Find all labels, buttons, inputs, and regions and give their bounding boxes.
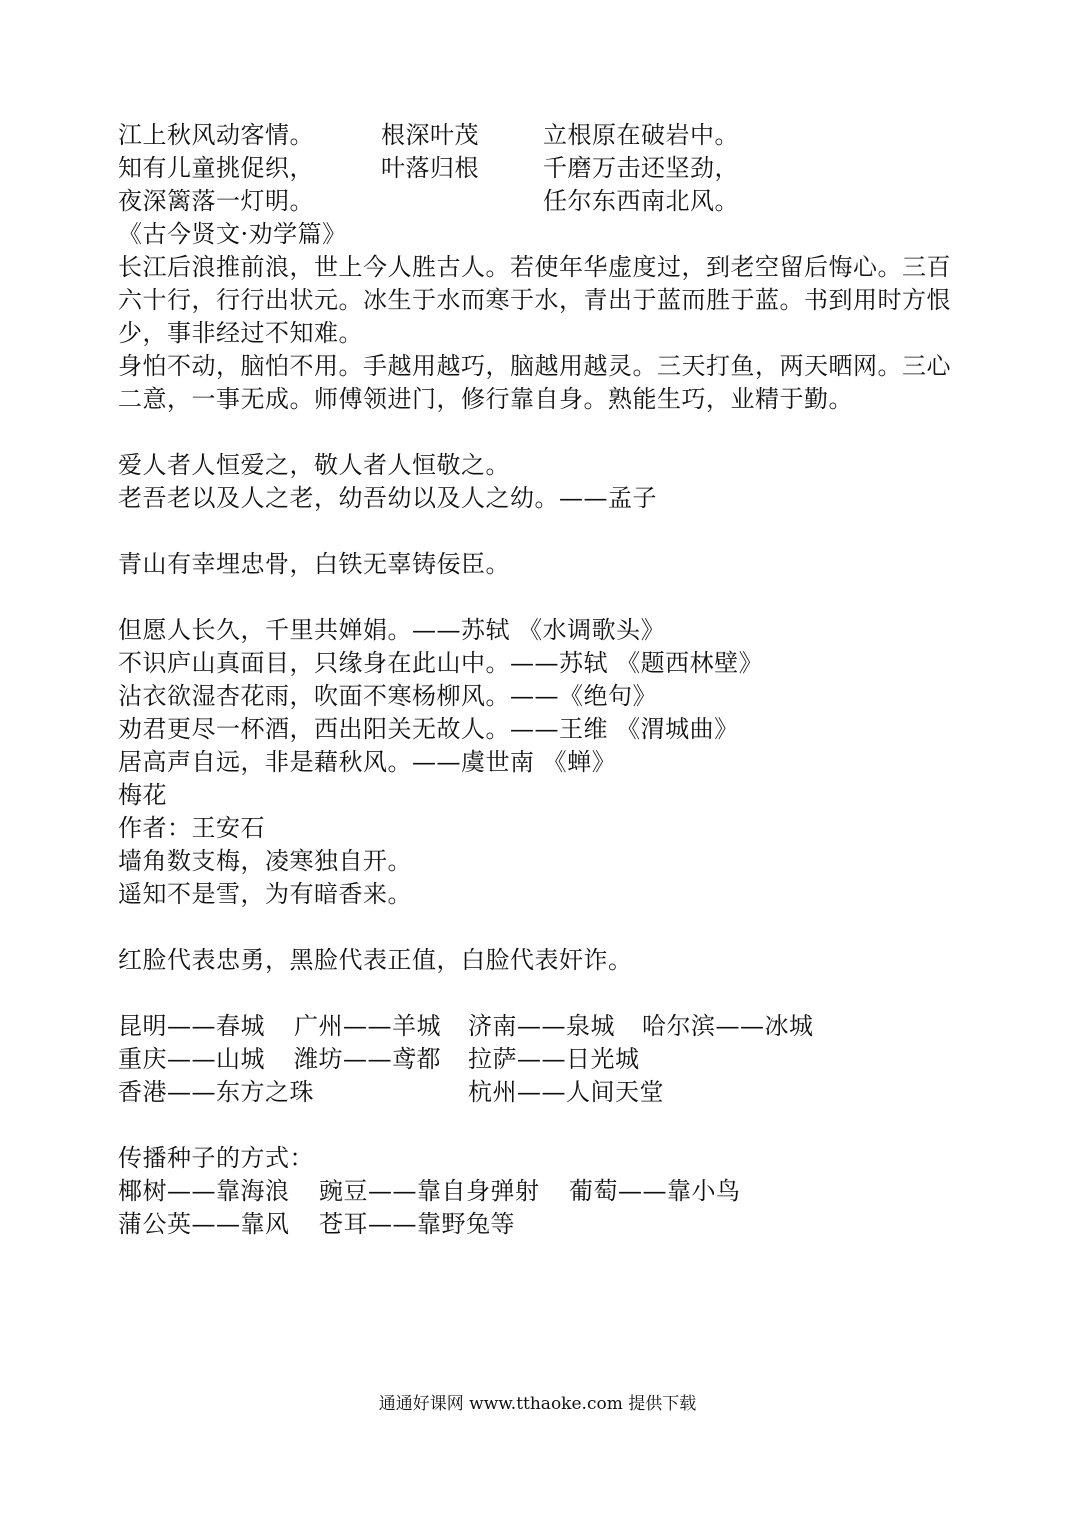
plum-poem-line: 遥知不是雪，为有暗香来。 xyxy=(118,880,412,908)
quote-line: 不识庐山真面目，只缘身在此山中。——苏轼 《题西林壁》 xyxy=(118,649,764,677)
mencius-line: 爱人者人恒爱之，敬人者人恒敬之。 xyxy=(118,451,510,479)
seed-item: 椰树——靠海浪 xyxy=(118,1177,290,1205)
city-nickname: 香港——东方之珠 xyxy=(118,1078,314,1106)
cities-row xyxy=(118,1010,968,1043)
plum-poem-author: 作者：王安石 xyxy=(118,814,265,842)
poem-cell: 根深叶茂 xyxy=(381,121,479,149)
seed-item: 豌豆——靠自身弹射 xyxy=(319,1177,540,1205)
city-nickname: 广州——羊城 xyxy=(294,1012,441,1040)
city-nickname: 杭州——人间天堂 xyxy=(468,1078,664,1106)
opera-faces-line: 红脸代表忠勇，黑脸代表正值，白脸代表奸诈。 xyxy=(118,946,633,974)
poem-cell: 千磨万击还坚劲， xyxy=(543,154,739,182)
paragraph: 身怕不动，脑怕不用。手越用越巧，脑越用越灵。三天打鱼，两天晒网。三心二意，一事无成。师傅领进门，修行靠自身。熟能生巧，业精于勤。 xyxy=(118,352,951,413)
city-nickname: 重庆——山城 xyxy=(118,1045,265,1073)
seed-item: 蒲公英——靠风 xyxy=(118,1210,290,1238)
spacer xyxy=(118,581,968,614)
paragraph: 长江后浪推前浪，世上今人胜古人。若使年华虚度过，到老空留后悔心。三百六十行，行行出状元。冰生于水而寒于水，青出于蓝而胜于蓝。书到用时方恨少，事非经过不知难。 xyxy=(118,253,951,347)
quote-line: 沾衣欲湿杏花雨，吹面不寒杨柳风。——《绝句》 xyxy=(118,682,657,710)
spacer xyxy=(118,416,968,449)
spacer xyxy=(118,977,968,1010)
poem-cell: 任尔东西南北风。 xyxy=(543,187,739,215)
quote-line: 劝君更尽一杯酒，西出阳关无故人。——王维 《渭城曲》 xyxy=(118,715,739,743)
quote-line: 居高声自远，非是藉秋风。——虞世南 《蝉》 xyxy=(118,748,617,776)
cities-row xyxy=(118,1043,968,1076)
city-nickname: 拉萨——日光城 xyxy=(468,1045,640,1073)
section-title: 《古今贤文·劝学篇》 xyxy=(118,220,347,248)
poem-cell: 叶落归根 xyxy=(381,154,479,182)
seeds-heading: 传播种子的方式： xyxy=(118,1144,314,1172)
city-nickname: 昆明——春城 xyxy=(118,1012,265,1040)
poem-cell: 立根原在破岩中。 xyxy=(543,121,739,149)
city-nickname: 潍坊——鸢都 xyxy=(294,1045,441,1073)
cities-row xyxy=(118,1076,968,1109)
seed-item: 葡萄——靠小鸟 xyxy=(569,1177,741,1205)
spacer xyxy=(118,515,968,548)
spacer xyxy=(118,911,968,944)
mencius-line: 老吾老以及人之老，幼吾幼以及人之幼。——孟子 xyxy=(118,484,657,512)
plum-poem-title: 梅花 xyxy=(118,781,167,809)
poem-cell: 知有儿童挑促织， xyxy=(118,154,314,182)
seeds-row xyxy=(118,1175,968,1208)
plum-poem-line: 墙角数支梅，凌寒独自开。 xyxy=(118,847,412,875)
page-footer: 通通好课网 www.tthaoke.com 提供下载 xyxy=(378,1394,697,1414)
spacer xyxy=(118,1109,968,1142)
poem-row xyxy=(118,119,968,152)
document-body xyxy=(118,119,968,1241)
quote-line: 但愿人长久，千里共婵娟。——苏轼 《水调歌头》 xyxy=(118,616,666,644)
seed-item: 苍耳——靠野兔等 xyxy=(319,1210,515,1238)
city-nickname: 哈尔滨——冰城 xyxy=(642,1012,814,1040)
poem-row xyxy=(118,185,968,218)
seeds-row xyxy=(118,1208,968,1241)
poem-cell: 江上秋风动客情。 xyxy=(118,121,314,149)
poem-cell: 夜深篱落一灯明。 xyxy=(118,187,314,215)
poem-row xyxy=(118,152,968,185)
city-nickname: 济南——泉城 xyxy=(468,1012,615,1040)
loyal-line: 青山有幸埋忠骨，白铁无辜铸佞臣。 xyxy=(118,550,510,578)
